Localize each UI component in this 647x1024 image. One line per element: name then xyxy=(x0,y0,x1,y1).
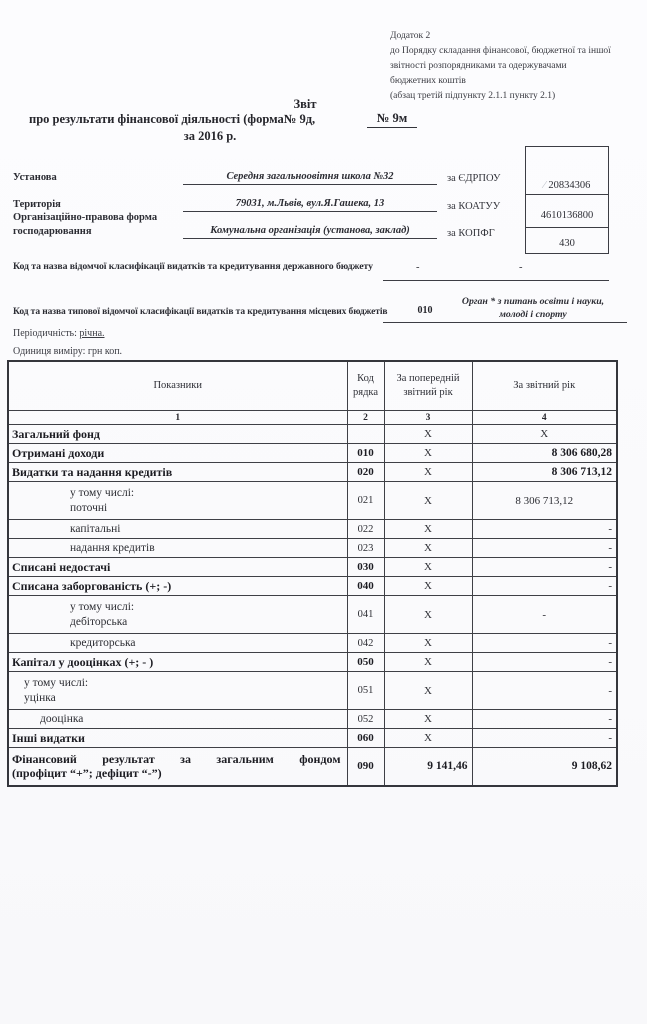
prev-year-cell: X xyxy=(384,672,472,710)
local-classification-label: Код та назва типової відомчої класифікації видатків та кредитування місцевих бюджетів xyxy=(13,307,388,317)
row-code-cell: 050 xyxy=(347,653,384,672)
prev-year-cell: X xyxy=(384,463,472,482)
annex-line: звітності розпорядниками та одержувачами xyxy=(390,61,567,71)
periodicity-value: річна. xyxy=(79,328,105,339)
indicator-cell: Фінансовий результат за загальним фондом (профіцит “+”; дефіцит “-”) xyxy=(8,748,347,786)
form-number: № 9м xyxy=(367,111,417,128)
report-year-cell: - xyxy=(472,520,617,539)
row-code-cell: 023 xyxy=(347,539,384,558)
report-year-cell: - xyxy=(472,539,617,558)
report-year-cell: 8 306 713,12 xyxy=(472,482,617,520)
indicator-cell: Загальний фонд xyxy=(8,425,347,444)
report-subtitle: про результати фінансової діяльності (форма№ 9д, xyxy=(29,112,316,126)
row-code-cell: 042 xyxy=(347,634,384,653)
table-row xyxy=(8,729,617,748)
legal-form-label: Організаційно-правова форма xyxy=(13,212,158,223)
legal-form-label-2: господарювання xyxy=(13,226,92,237)
state-classification-code: - xyxy=(416,262,420,273)
table-row xyxy=(8,653,617,672)
report-year-cell: - xyxy=(472,653,617,672)
prev-year-cell: X xyxy=(384,729,472,748)
indicator-cell: капітальні xyxy=(8,520,347,539)
table-row xyxy=(8,425,617,444)
prev-year-cell: X xyxy=(384,482,472,520)
prev-year-cell: X xyxy=(384,425,472,444)
indicator-cell: у тому числі: поточні xyxy=(8,482,347,520)
report-table-wrap xyxy=(7,360,616,787)
indicator-cell: у тому числі: дебіторська xyxy=(8,596,347,634)
table-row xyxy=(8,634,617,653)
report-year-cell: 8 306 713,12 xyxy=(472,463,617,482)
col-number-cell: 2 xyxy=(347,411,384,425)
row-code-cell: 030 xyxy=(347,558,384,577)
table-row xyxy=(8,444,617,463)
state-classification-name: - xyxy=(519,262,523,273)
table-row xyxy=(8,539,617,558)
prev-year-cell: X xyxy=(384,710,472,729)
report-table xyxy=(7,360,618,787)
local-classification-name: Орган * з питань освіти і науки, молоді і спорту xyxy=(461,296,605,320)
prev-year-cell: X xyxy=(384,577,472,596)
row-code-cell: 052 xyxy=(347,710,384,729)
col-number-cell: 1 xyxy=(8,411,347,425)
report-year-cell: - xyxy=(472,672,617,710)
prev-year-cell: X xyxy=(384,444,472,463)
indicator-cell: Отримані доходи xyxy=(8,444,347,463)
local-classification-line xyxy=(383,300,627,323)
report-year-cell: - xyxy=(472,710,617,729)
registry-codes-box xyxy=(525,146,609,254)
col-header-indicators: Показники xyxy=(8,361,347,411)
prev-year-cell: X xyxy=(384,596,472,634)
table-row xyxy=(8,577,617,596)
indicator-cell: дооцінка xyxy=(8,710,347,729)
report-year-cell: - xyxy=(472,729,617,748)
report-title: Звіт xyxy=(293,97,317,111)
row-code-cell: 021 xyxy=(347,482,384,520)
edrpou-label: за ЄДРПОУ xyxy=(447,173,501,184)
table-header-row xyxy=(8,361,617,411)
table-row xyxy=(8,482,617,520)
col-header-report-year: За звітний рік xyxy=(472,361,617,411)
col-header-prev-year: За попередній звітний рік xyxy=(384,361,472,411)
prev-year-cell: X xyxy=(384,634,472,653)
report-table-body xyxy=(8,425,617,786)
periodicity: Періодичність: річна. xyxy=(13,328,105,339)
row-code-cell: 010 xyxy=(347,444,384,463)
prev-year-cell: X xyxy=(384,539,472,558)
col-number-cell: 3 xyxy=(384,411,472,425)
territory-value: 79031, м.Львів, вул.Я.Гашека, 13 xyxy=(183,198,437,212)
row-code-cell: 022 xyxy=(347,520,384,539)
report-year: за 2016 р. xyxy=(183,129,237,143)
indicator-cell: кредиторська xyxy=(8,634,347,653)
row-code-cell: 041 xyxy=(347,596,384,634)
indicator-cell: Капітал у дооцінках (+; - ) xyxy=(8,653,347,672)
table-row xyxy=(8,596,617,634)
unit-value: грн коп. xyxy=(87,346,123,357)
table-row xyxy=(8,520,617,539)
annex-line: (абзац третій підпункту 2.1.1 пункту 2.1) xyxy=(390,91,556,101)
prev-year-cell: X xyxy=(384,520,472,539)
report-year-cell: - xyxy=(472,577,617,596)
territory-label: Територія xyxy=(13,199,61,210)
report-year-cell: 8 306 680,28 xyxy=(472,444,617,463)
row-code-cell xyxy=(347,425,384,444)
row-code-cell: 090 xyxy=(347,748,384,786)
report-year-cell: - xyxy=(472,596,617,634)
local-classification-code: 010 xyxy=(417,305,433,316)
table-row xyxy=(8,748,617,786)
koatuu-value: 4610136800 xyxy=(526,195,608,228)
indicator-cell: у тому числі: уцінка xyxy=(8,672,347,710)
annex-line: до Порядку складання фінансової, бюджетної та іншої xyxy=(390,46,611,56)
institution-label: Установа xyxy=(13,172,57,183)
indicator-cell: Списана заборгованість (+; -) xyxy=(8,577,347,596)
kopfg-label: за КОПФГ xyxy=(447,228,495,239)
report-year-cell: X xyxy=(472,425,617,444)
indicator-cell: Списані недостачі xyxy=(8,558,347,577)
col-number-cell: 4 xyxy=(472,411,617,425)
indicator-cell: надання кредитів xyxy=(8,539,347,558)
report-year-cell: - xyxy=(472,634,617,653)
row-code-cell: 051 xyxy=(347,672,384,710)
kopfg-value: 430 xyxy=(559,238,575,249)
row-code-cell: 040 xyxy=(347,577,384,596)
institution-value: Середня загальноовітня школа №32 xyxy=(183,171,437,185)
edrpou-value: ⁄ 20834306 xyxy=(526,147,608,195)
measurement-unit: Одиниця виміру: грн коп. xyxy=(13,346,123,357)
row-code-cell: 020 xyxy=(347,463,384,482)
koatuu-label: за КОАТУУ xyxy=(447,201,501,212)
row-code-cell: 060 xyxy=(347,729,384,748)
report-year-cell: - xyxy=(472,558,617,577)
col-header-row-code: Код рядка xyxy=(347,361,384,411)
indicator-cell: Видатки та надання кредитів xyxy=(8,463,347,482)
prev-year-cell: X xyxy=(384,653,472,672)
annex-line: Додаток 2 xyxy=(390,31,431,41)
annex-note xyxy=(390,29,642,104)
table-row xyxy=(8,710,617,729)
legal-form-value: Комунальна організація (установа, заклад) xyxy=(183,225,437,239)
table-row xyxy=(8,558,617,577)
table-row xyxy=(8,463,617,482)
table-row xyxy=(8,672,617,710)
indicator-cell: Інші видатки xyxy=(8,729,347,748)
prev-year-cell: 9 141,46 xyxy=(384,748,472,786)
state-classification-label: Код та назва відомчої класифікації видатків та кредитування державного бюджету xyxy=(13,261,373,272)
report-year-cell: 9 108,62 xyxy=(472,748,617,786)
pen-mark: ⁄ xyxy=(543,180,546,191)
prev-year-cell: X xyxy=(384,558,472,577)
column-number-row xyxy=(8,411,617,425)
annex-line: бюджетних коштів xyxy=(390,76,466,86)
